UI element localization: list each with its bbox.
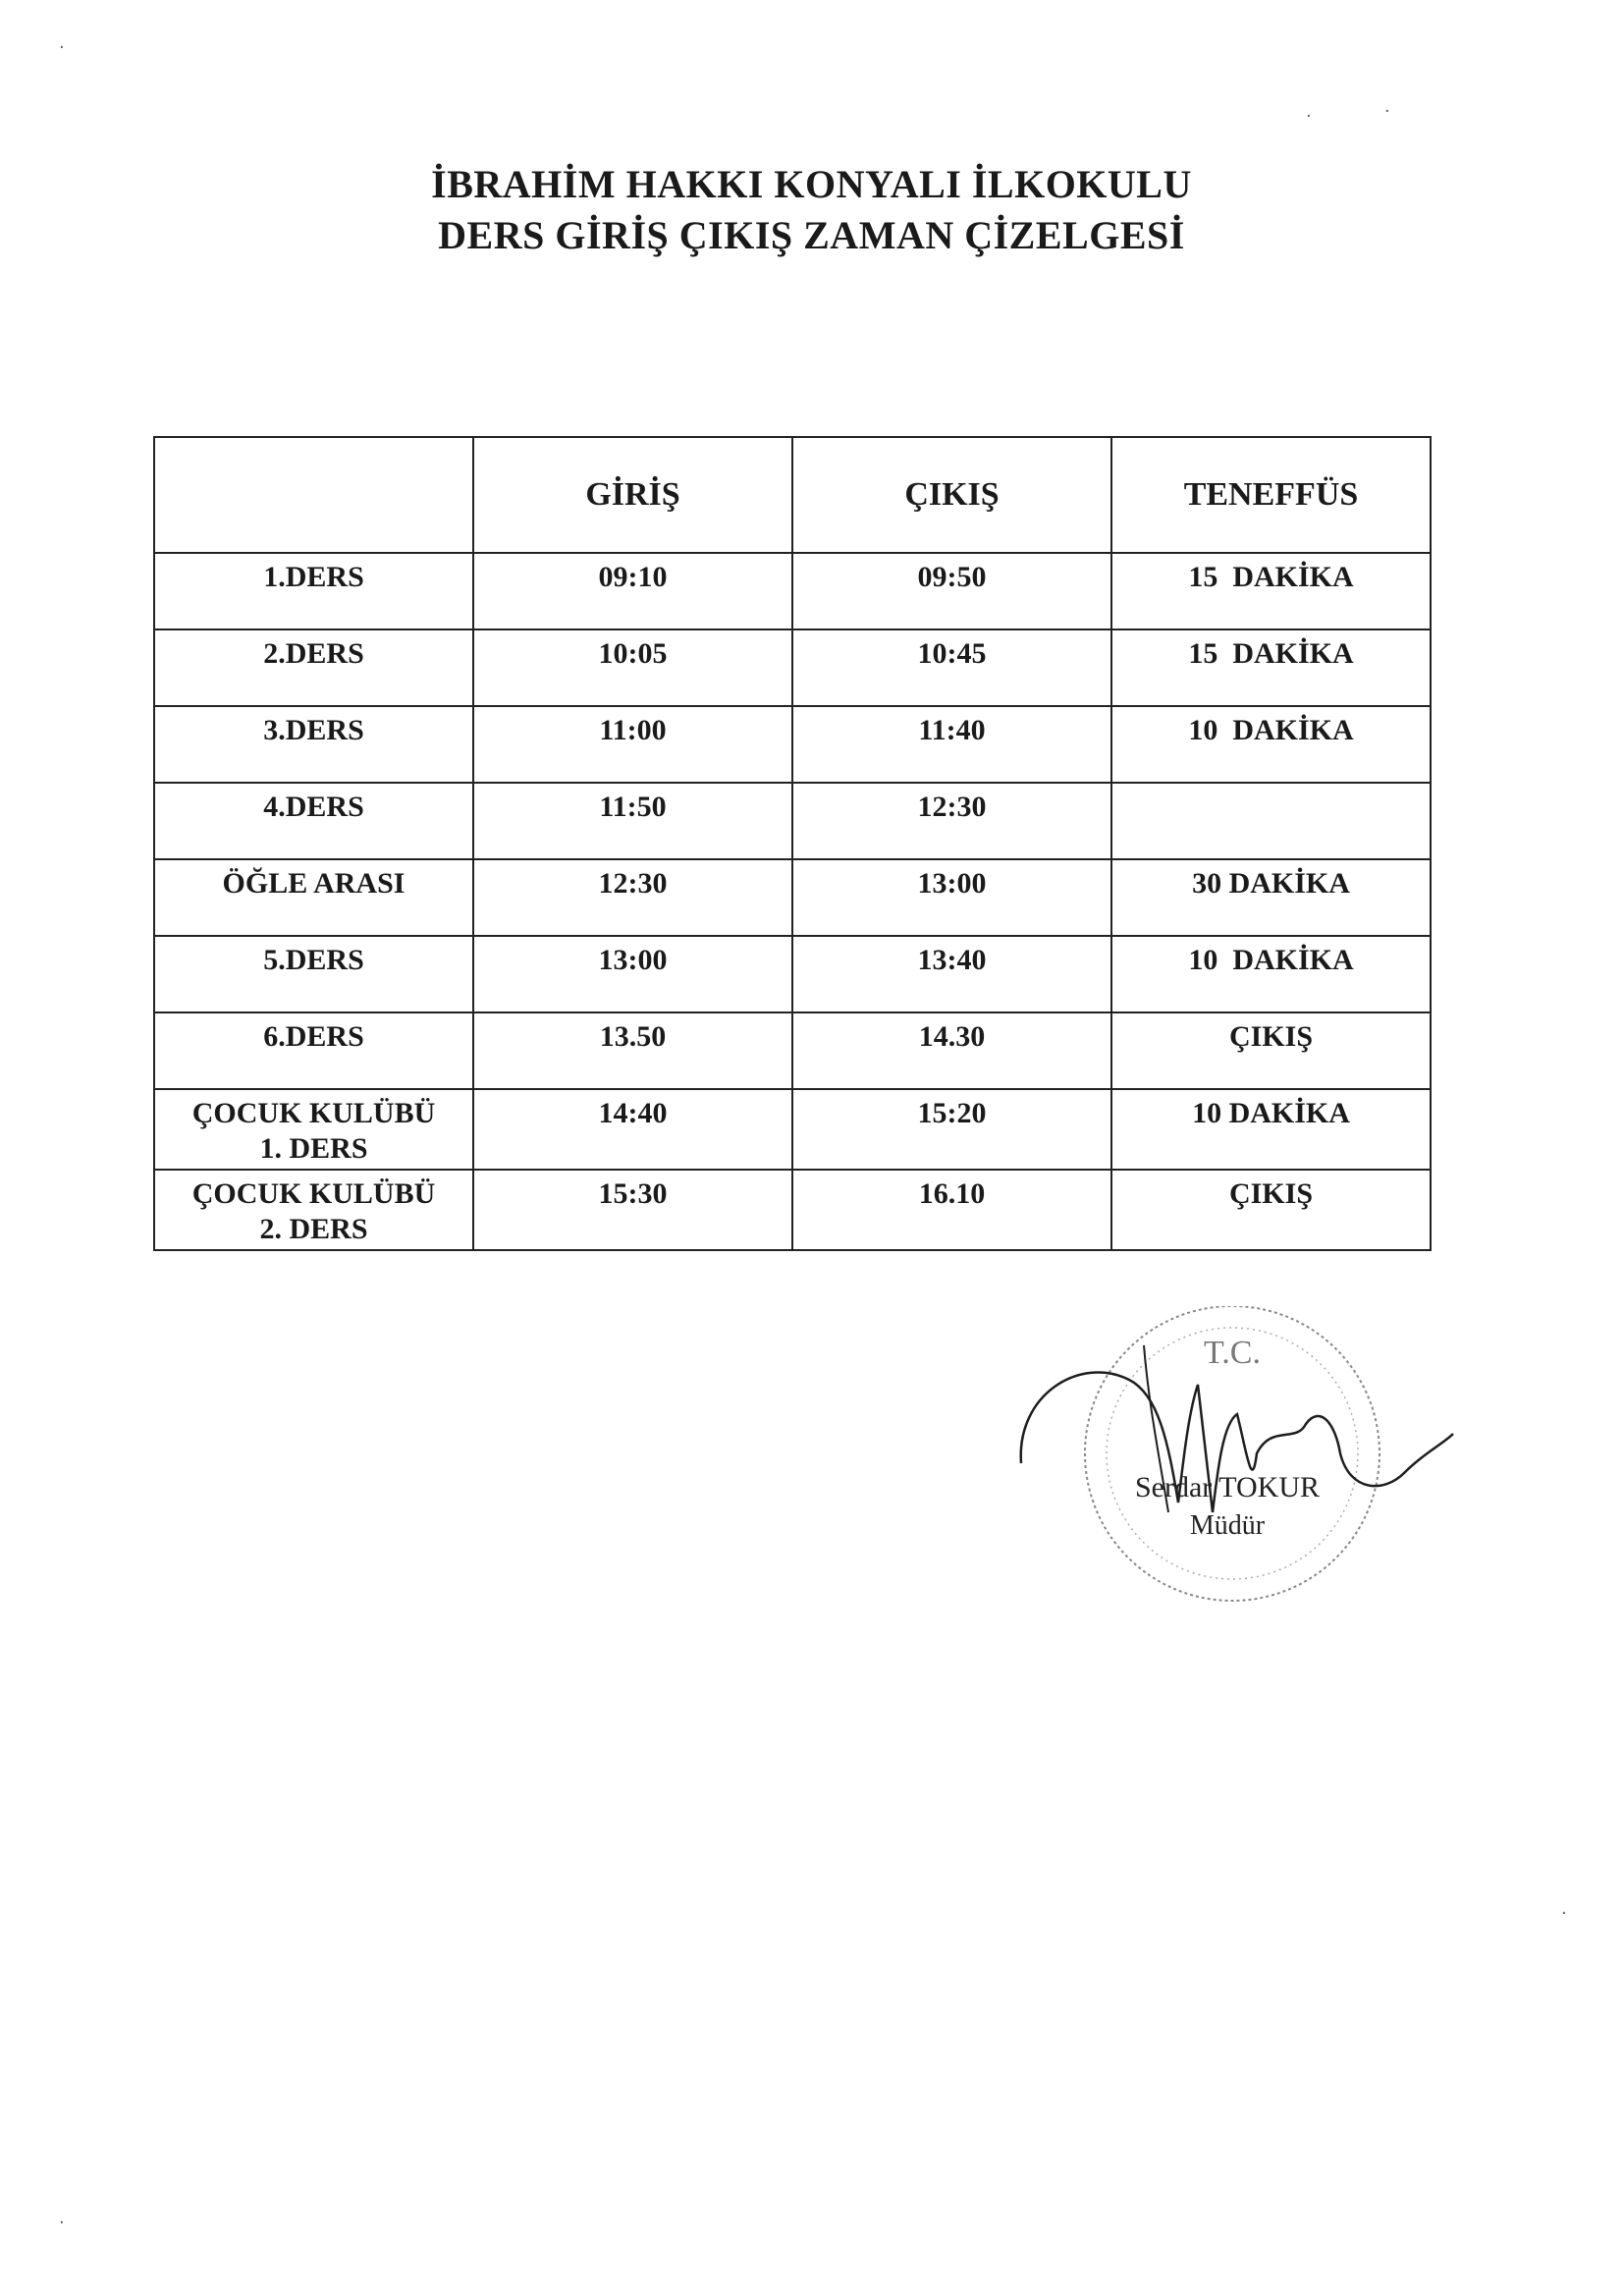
scan-speck: · — [1306, 106, 1312, 127]
row-label: 1.DERS — [154, 553, 473, 629]
table-header-row — [154, 437, 1431, 553]
cikis-time: 14.30 — [792, 1012, 1111, 1089]
row-label — [154, 1170, 473, 1250]
table-row — [154, 859, 1431, 936]
row-label: 6.DERS — [154, 1012, 473, 1089]
scan-speck: · — [59, 37, 65, 58]
schedule-title: DERS GİRİŞ ÇIKIŞ ZAMAN ÇİZELGESİ — [438, 213, 1185, 257]
teneffus-duration: 10 DAKİKA — [1111, 706, 1431, 783]
cikis-time: 10:45 — [792, 629, 1111, 706]
cikis-time: 13:40 — [792, 936, 1111, 1012]
table-row — [154, 629, 1431, 706]
cikis-time: 09:50 — [792, 553, 1111, 629]
row-label — [154, 1089, 473, 1170]
teneffus-duration: 30 DAKİKA — [1111, 859, 1431, 936]
scan-speck: · — [1561, 1903, 1567, 1924]
teneffus-duration: 15 DAKİKA — [1111, 629, 1431, 706]
signatory-title: Müdür — [1189, 1510, 1266, 1541]
cikis-time: 16.10 — [792, 1170, 1111, 1250]
cikis-time: 15:20 — [792, 1089, 1111, 1170]
teneffus-duration: 10 DAKİKA — [1111, 1089, 1431, 1170]
cikis-time: 11:40 — [792, 706, 1111, 783]
row-label: 2.DERS — [154, 629, 473, 706]
giris-time: 13.50 — [473, 1012, 792, 1089]
row-label: ÖĞLE ARASI — [154, 859, 473, 936]
teneffus-duration: ÇIKIŞ — [1111, 1012, 1431, 1089]
table-row — [154, 706, 1431, 783]
row-label-line2: 1. DERS — [259, 1132, 368, 1165]
giris-time: 13:00 — [473, 936, 792, 1012]
table-row — [154, 553, 1431, 629]
row-label: 5.DERS — [154, 936, 473, 1012]
row-label: 3.DERS — [154, 706, 473, 783]
giris-time: 10:05 — [473, 629, 792, 706]
cikis-time: 12:30 — [792, 783, 1111, 859]
school-name-title: İBRAHİM HAKKI KONYALI İLKOKULU — [431, 162, 1192, 206]
teneffus-duration: 15 DAKİKA — [1111, 553, 1431, 629]
teneffus-duration — [1111, 783, 1431, 859]
giris-time: 14:40 — [473, 1089, 792, 1170]
table-row — [154, 1170, 1431, 1250]
stamp-text: T.C. — [1204, 1335, 1261, 1371]
teneffus-duration: ÇIKIŞ — [1111, 1170, 1431, 1250]
scan-speck: · — [59, 2213, 65, 2233]
scan-speck: · — [1384, 101, 1390, 122]
header-giris: GİRİŞ — [473, 437, 792, 553]
table-row — [154, 1089, 1431, 1170]
signature-block — [1011, 1306, 1473, 1620]
header-teneffus: TENEFFÜS — [1111, 437, 1431, 553]
giris-time: 12:30 — [473, 859, 792, 936]
official-stamp-icon — [1011, 1306, 1473, 1620]
giris-time: 11:00 — [473, 706, 792, 783]
row-label-line1: ÇOCUK KULÜBÜ — [191, 1097, 436, 1129]
table-row — [154, 783, 1431, 859]
schedule-table — [153, 436, 1432, 1251]
header-empty — [154, 437, 473, 553]
teneffus-duration: 10 DAKİKA — [1111, 936, 1431, 1012]
row-label-line1: ÇOCUK KULÜBÜ — [191, 1177, 436, 1210]
cikis-time: 13:00 — [792, 859, 1111, 936]
giris-time: 15:30 — [473, 1170, 792, 1250]
row-label: 4.DERS — [154, 783, 473, 859]
giris-time: 09:10 — [473, 553, 792, 629]
signatory-name: Serdar TOKUR — [1134, 1471, 1321, 1503]
row-label-line2: 2. DERS — [259, 1213, 368, 1245]
header-cikis: ÇIKIŞ — [792, 437, 1111, 553]
giris-time: 11:50 — [473, 783, 792, 859]
table-row — [154, 936, 1431, 1012]
table-row — [154, 1012, 1431, 1089]
